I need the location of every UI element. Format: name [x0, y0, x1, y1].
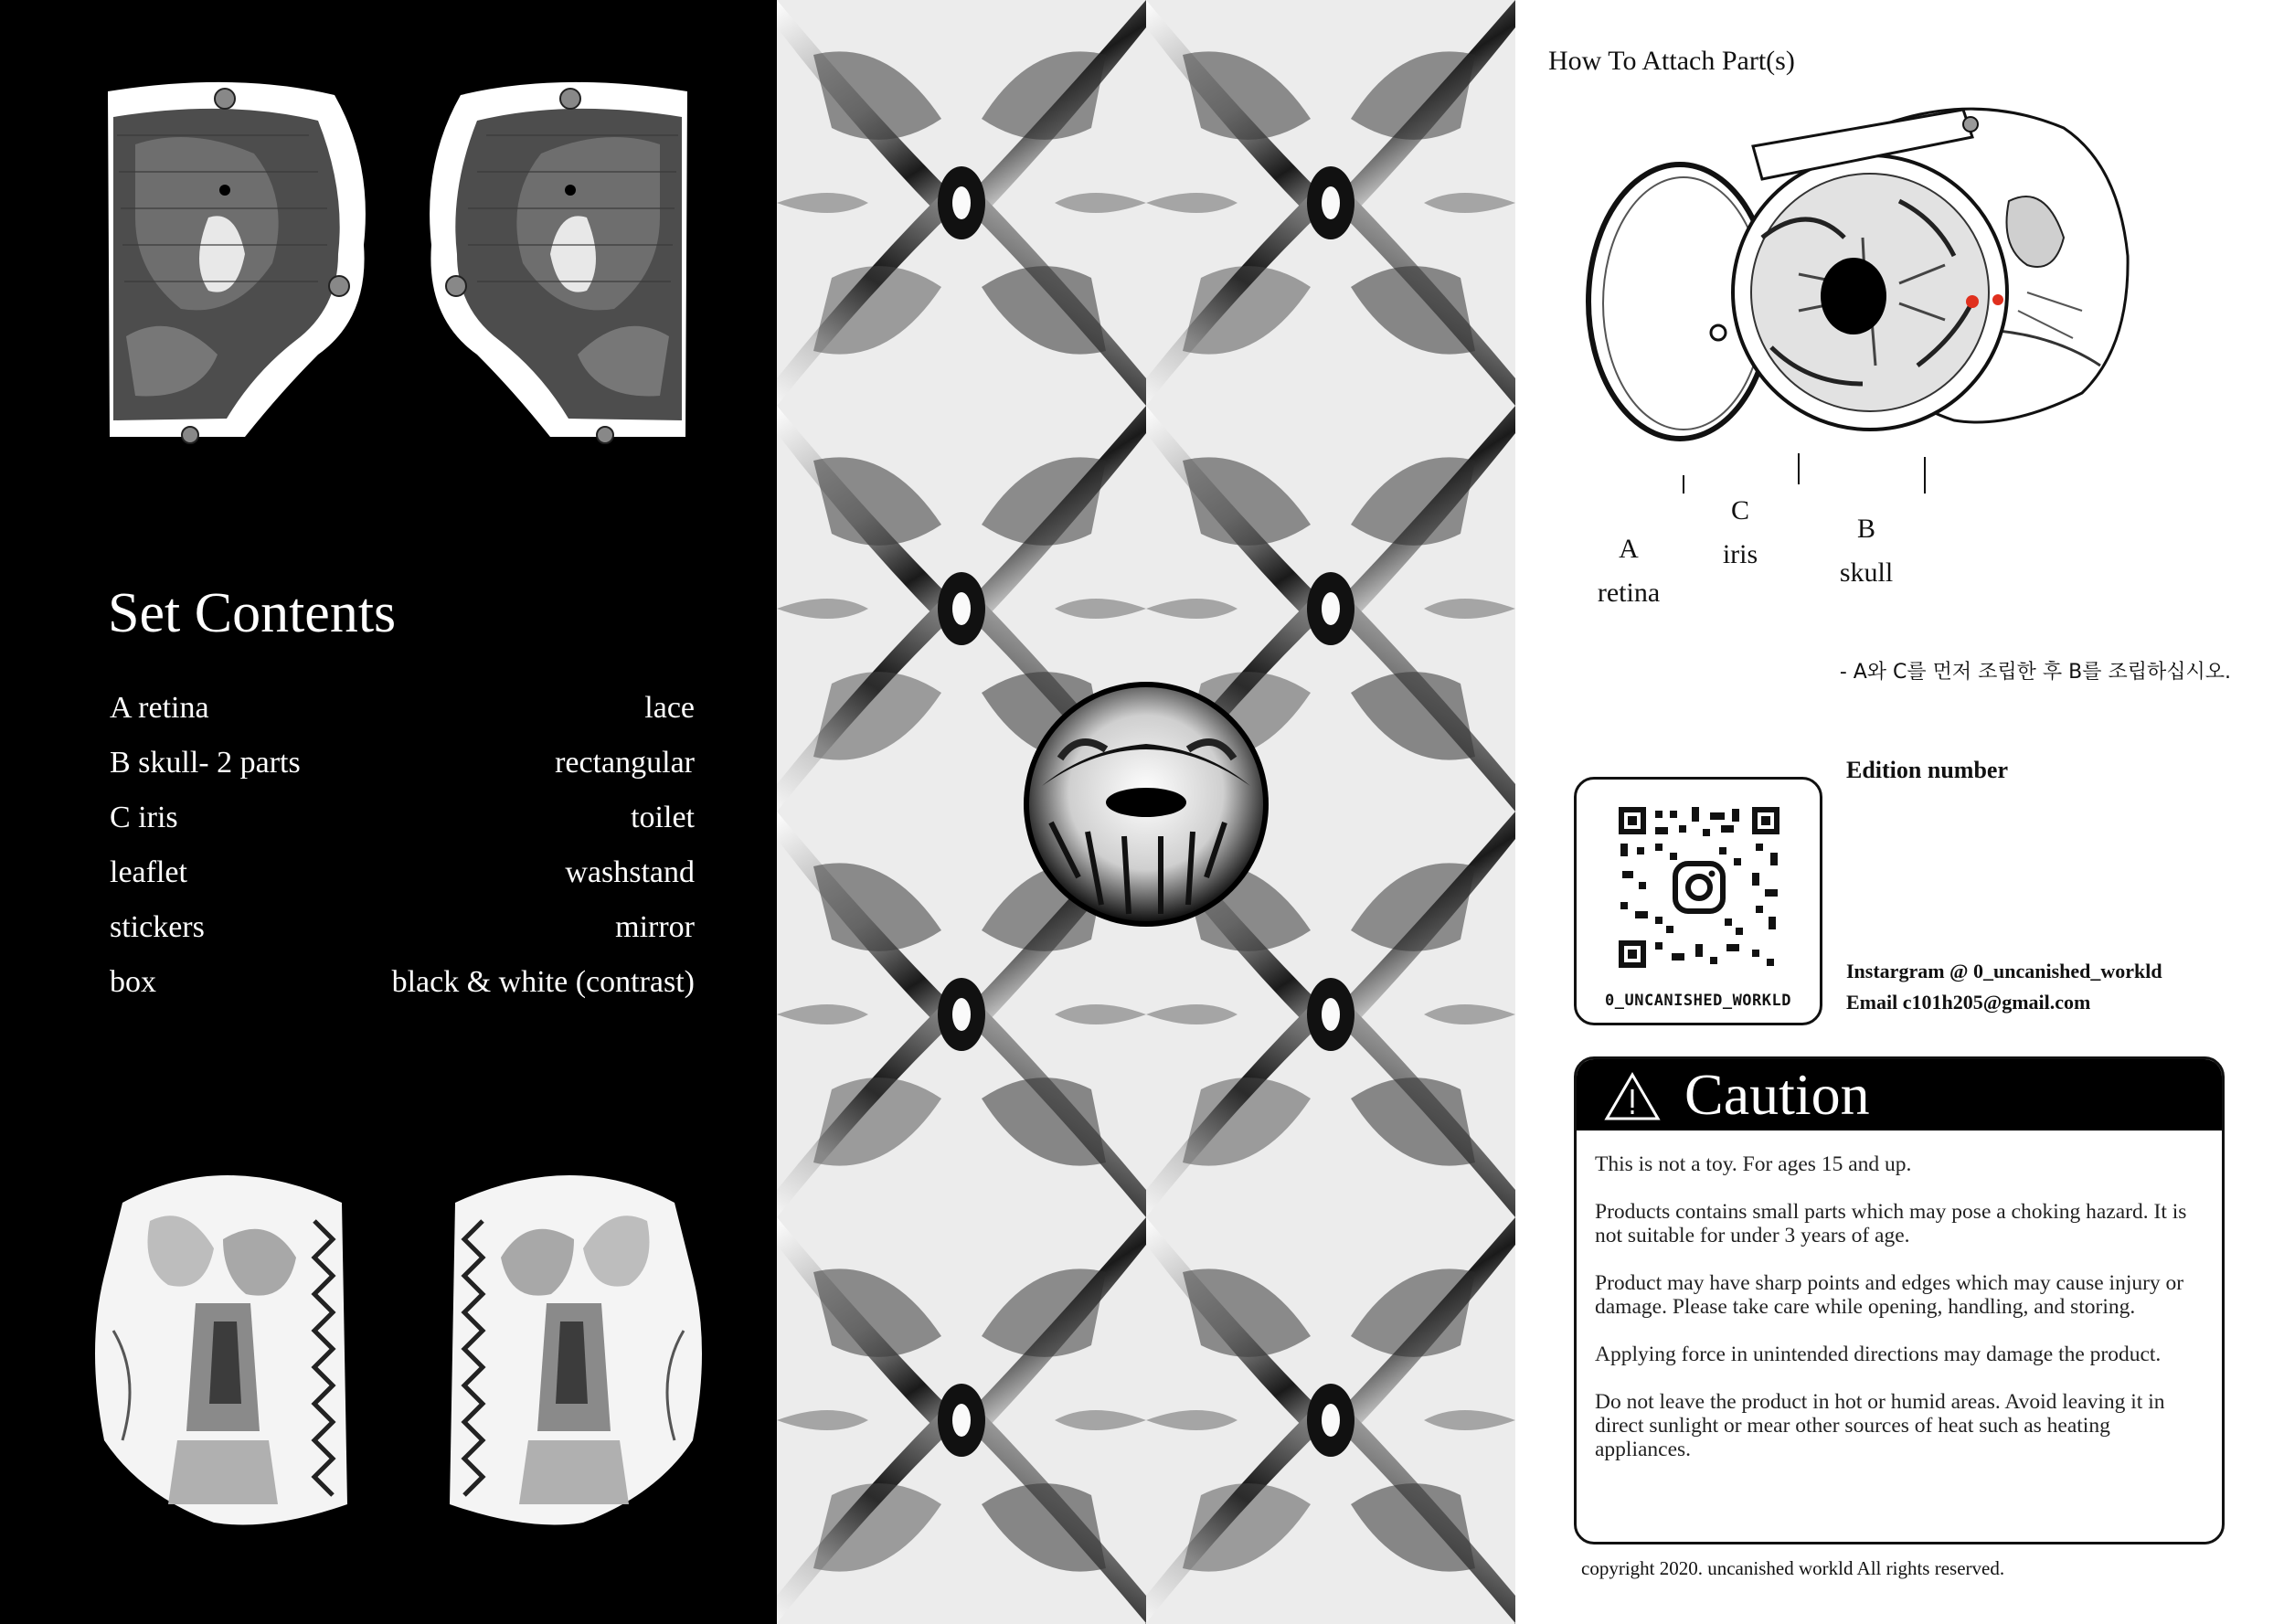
caution-paragraph: Products contains small parts which may pose a choking hazard. It is not suitable for under 3 years of age. — [1595, 1200, 2187, 1247]
caution-paragraph: Product may have sharp points and edges which may cause injury or damage. Please take care while opening, handling, and storing. — [1595, 1271, 2184, 1319]
email-address[interactable]: Email c101h205@gmail.com — [1846, 991, 2091, 1014]
content-item: washstand — [565, 855, 695, 889]
skull-half-illustration — [99, 80, 373, 451]
content-item: C iris — [110, 801, 178, 834]
edition-number-label: Edition number — [1846, 757, 2008, 783]
part-letter: B — [1856, 514, 1875, 544]
skull-half-illustration — [422, 80, 696, 451]
caution-title: Caution — [1684, 1062, 1870, 1127]
content-item: toilet — [631, 801, 695, 834]
contact-info — [1846, 956, 2162, 1018]
list-item — [110, 746, 695, 801]
part-name: iris — [1722, 539, 1758, 569]
skull-front-illustration — [437, 1166, 711, 1532]
caution-text — [1595, 1152, 2204, 1485]
skull-front-illustration — [86, 1166, 360, 1532]
instagram-icon — [1675, 864, 1723, 911]
right-panel — [1515, 0, 2284, 1624]
qr-code-card[interactable] — [1574, 777, 1822, 1025]
list-item — [110, 801, 695, 855]
content-item: lace — [644, 691, 695, 725]
assembly-diagram — [1570, 91, 2210, 494]
attach-title: How To Attach Part(s) — [1548, 46, 1795, 76]
eye-globe-illustration — [1024, 682, 1269, 927]
chrome-pattern — [777, 0, 1515, 1624]
content-item: box — [110, 965, 156, 999]
caution-paragraph: Applying force in unintended directions may damage the product. — [1595, 1343, 2162, 1366]
assembly-note: - A와 C를 먼저 조립한 후 B를 조립하십시오. — [1839, 661, 2231, 684]
caution-paragraph: This is not a toy. For ages 15 and up. — [1595, 1152, 1912, 1176]
part-letter: A — [1619, 534, 1639, 564]
content-item: stickers — [110, 910, 205, 944]
part-name: skull — [1839, 557, 1894, 588]
instagram-handle[interactable]: Instargram @ 0_uncanished_workld — [1846, 960, 2162, 982]
set-contents-list — [110, 691, 695, 1020]
part-label-c — [1685, 495, 1795, 570]
caution-header — [1577, 1059, 2222, 1130]
left-panel — [0, 0, 777, 1624]
list-item — [110, 691, 695, 746]
caution-paragraph: Do not leave the product in hot or humid areas. Avoid leaving it in direct sunlight or mear other sources of heat such as heating appliances. — [1595, 1390, 2165, 1461]
qr-code-icon[interactable] — [1619, 807, 1779, 968]
list-item — [110, 965, 695, 1020]
part-label-a — [1574, 534, 1684, 609]
warning-triangle-icon — [1604, 1072, 1661, 1121]
content-item: black & white (contrast) — [391, 965, 695, 999]
copyright-notice: copyright 2020. uncanished workld All rights reserved. — [1581, 1557, 2005, 1579]
content-item: B skull- 2 parts — [110, 746, 301, 780]
qr-handle: 0_UNCANISHED_WORKLD — [1605, 992, 1791, 1010]
content-item: mirror — [615, 910, 695, 944]
caution-box — [1574, 1056, 2225, 1544]
list-item — [110, 855, 695, 910]
content-item: rectangular — [555, 746, 695, 780]
part-label-b — [1811, 514, 1921, 589]
set-contents-title: Set Contents — [108, 582, 397, 644]
part-name: retina — [1597, 578, 1661, 608]
list-item — [110, 910, 695, 965]
middle-panel — [777, 0, 1515, 1624]
part-letter: C — [1730, 495, 1749, 525]
content-item: leaflet — [110, 855, 187, 889]
content-item: A retina — [110, 691, 209, 725]
